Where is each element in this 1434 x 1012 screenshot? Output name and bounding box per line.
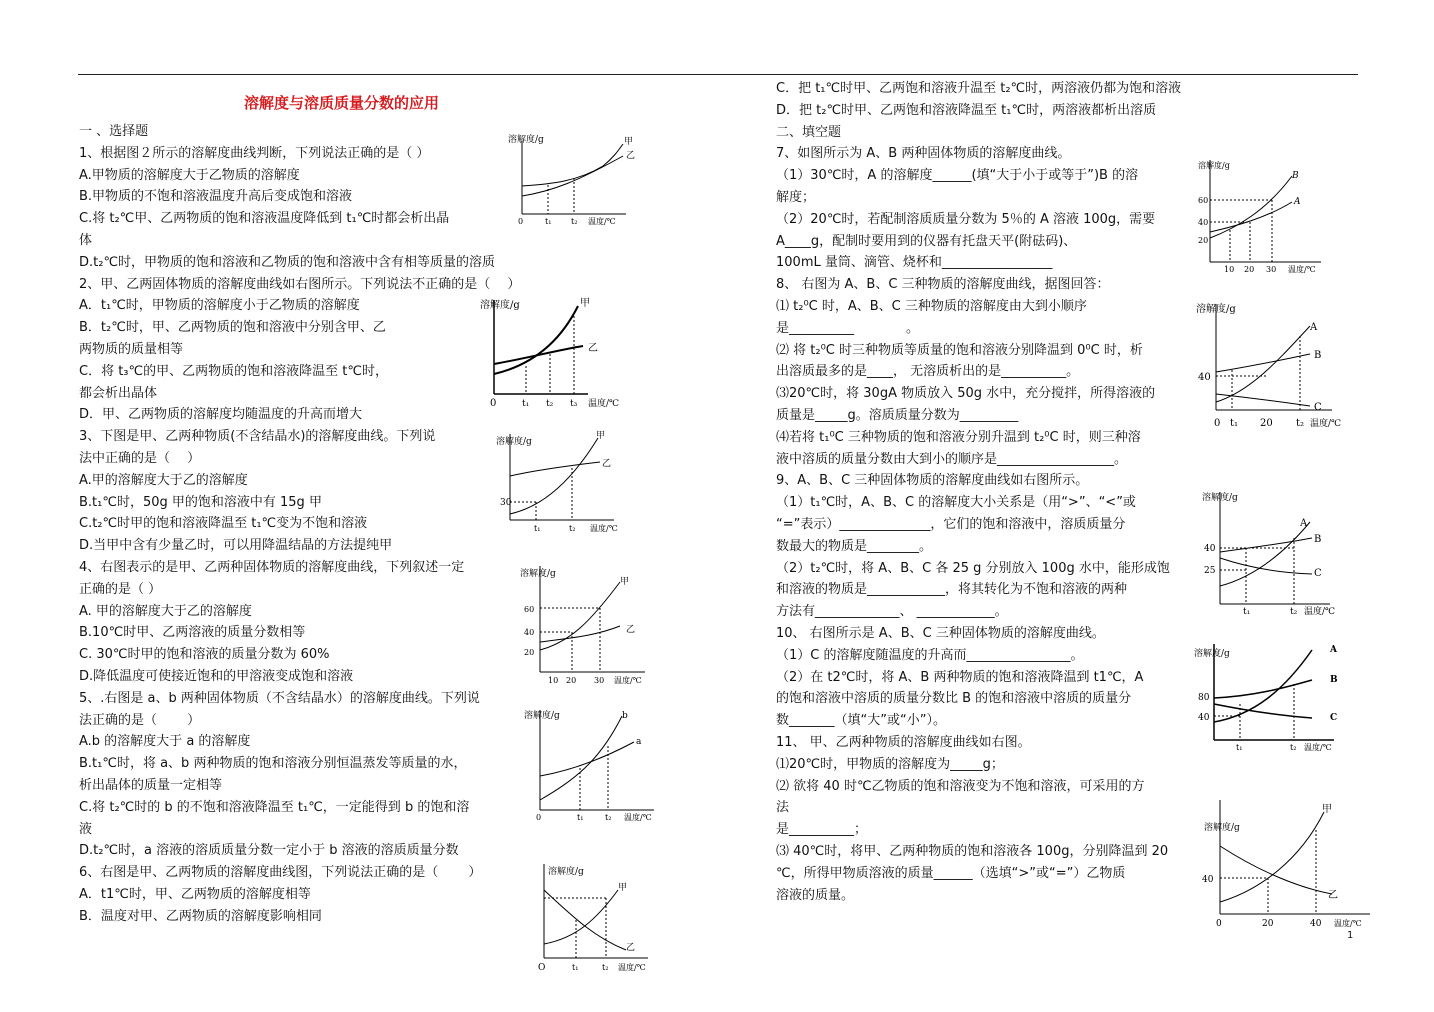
text-line: 3、下图是甲、乙两种物质(不含结晶水)的溶解度曲线。下列说	[79, 429, 436, 445]
text-line: C.t₂℃时甲的饱和溶液降温至 t₁℃变为不饱和溶液	[79, 516, 368, 532]
svg-text:t₂: t₂	[1296, 418, 1305, 429]
svg-text:溶解度/g: 溶解度/g	[1204, 823, 1240, 833]
text-line: （2）20℃时，若配制溶质质量分数为 5％的 A 溶液 100g，需要	[776, 211, 1156, 227]
svg-text:溶解度/g: 溶解度/g	[1194, 649, 1230, 659]
text-line: 二、填空题	[776, 124, 842, 140]
text-line: 两物质的质量相等	[79, 342, 184, 357]
svg-text:温度/℃: 温度/℃	[1288, 265, 1316, 274]
svg-text:溶解度/g: 溶解度/g	[524, 711, 560, 721]
svg-text:温度/℃: 温度/℃	[1310, 419, 1342, 429]
text-line: B.10℃时甲、乙两溶液的质量分数相等	[79, 625, 306, 641]
text-line: 出溶质最多的是____， 无溶质析出的是__________。	[776, 364, 1080, 380]
figure-q4	[520, 562, 660, 687]
svg-text:A: A	[1310, 322, 1318, 333]
svg-text:t₂: t₂	[569, 524, 576, 533]
svg-text:A: A	[1300, 518, 1308, 529]
text-line: 10、 右图所示是 A、B、C 三种固体物质的溶解度曲线。	[776, 626, 1105, 641]
svg-text:B: B	[1292, 171, 1299, 181]
svg-text:t₂: t₂	[546, 399, 554, 409]
svg-text:t₁: t₁	[1236, 743, 1243, 752]
text-line: A. 甲的溶解度大于乙的溶解度	[79, 603, 252, 619]
text-line: D.当甲中含有少量乙时，可以用降温结晶的方法提纯甲	[79, 538, 393, 554]
text-line: 正确的是（ ）	[79, 581, 162, 597]
svg-text:A: A	[1330, 645, 1337, 655]
svg-text:B: B	[1314, 350, 1322, 361]
text-line: ⑵ 将 t₂⁰C 时三种物质等质量的饱和溶液分别降温到 0⁰C 时，析	[776, 342, 1143, 358]
svg-text:30: 30	[1266, 265, 1277, 274]
text-line: （2）在 t2℃时，将 A、B 两种物质的饱和溶液降温到 t1℃，A	[776, 669, 1144, 685]
svg-text:40: 40	[524, 628, 535, 637]
text-line: B．温度对甲、乙两物质的溶解度影响相同	[79, 908, 322, 924]
text-line: ⑶20℃时，将 30gA 物质放入 50g 水中，充分搅拌，所得溶液的	[776, 386, 1156, 402]
svg-text:0: 0	[1216, 919, 1222, 929]
text-line: 都会析出晶体	[79, 385, 158, 401]
text-line: （1）30℃时，A 的溶解度______(填“大于小于或等于”)B 的溶	[776, 168, 1139, 184]
svg-text:t₁: t₁	[534, 524, 541, 533]
figure-q10	[1194, 640, 1354, 755]
svg-text:C: C	[1330, 713, 1338, 723]
svg-text:60: 60	[524, 605, 535, 614]
svg-text:10: 10	[548, 676, 559, 685]
text-line: B.t₁℃时，将 a、b 两种物质的饱和溶液分别恒温蒸发等质量的水，	[79, 756, 467, 772]
svg-text:溶解度/g: 溶解度/g	[480, 300, 520, 311]
text-line: 一 、选择题	[79, 124, 149, 139]
svg-text:乙: 乙	[626, 625, 636, 635]
svg-text:a: a	[636, 737, 642, 747]
svg-text:甲: 甲	[624, 137, 634, 147]
text-line: 液	[79, 821, 93, 837]
svg-text:温度/℃: 温度/℃	[590, 524, 618, 533]
text-line: A.甲的溶解度大于乙的溶解度	[79, 472, 248, 488]
page-number: 1	[1347, 930, 1354, 941]
svg-text:80: 80	[1198, 693, 1210, 703]
svg-text:溶解度/g: 溶解度/g	[1202, 493, 1238, 503]
text-line: 是__________ 。	[776, 320, 920, 336]
text-line: （2）t₂℃时，将 A、B、C 各 25 g 分别放入 100g 水中，能形成饱	[776, 560, 1170, 576]
text-line: C.将 t₂℃甲、乙两物质的饱和溶液温度降低到 t₁℃时都会析出晶	[79, 211, 450, 227]
svg-text:温度/℃: 温度/℃	[618, 963, 646, 972]
text-line: 5、.右图是 a、b 两种固体物质（不含结晶水）的溶解度曲线。下列说	[79, 690, 480, 706]
text-line: 析出晶体的质量一定相等	[79, 778, 223, 793]
text-line: 法中正确的是（ ）	[79, 451, 201, 466]
svg-text:B: B	[1314, 534, 1322, 545]
figure-q5	[524, 702, 674, 827]
svg-text:溶解度/g: 溶解度/g	[548, 867, 584, 877]
svg-text:溶解度/g: 溶解度/g	[508, 135, 544, 145]
text-line: 4、右图表示的是甲、乙两种固体物质的溶解度曲线，下列叙述一定	[79, 560, 465, 575]
svg-text:温度/℃: 温度/℃	[1334, 919, 1362, 928]
svg-text:乙: 乙	[588, 343, 598, 354]
text-line: C．将 t₃℃的甲、乙两物质的饱和溶液降温至 t℃时，	[79, 363, 388, 379]
svg-text:甲: 甲	[580, 298, 590, 309]
svg-text:甲: 甲	[618, 883, 628, 893]
svg-text:t₁: t₁	[577, 813, 584, 822]
text-line: 2、甲、乙两固体物质的溶解度曲线如右图所示。下列说法不正确的是（ ）	[79, 276, 521, 292]
svg-text:甲: 甲	[620, 577, 630, 587]
svg-text:溶解度/g: 溶解度/g	[1198, 161, 1230, 170]
svg-text:25: 25	[1204, 566, 1216, 576]
svg-text:20: 20	[1198, 236, 1209, 245]
svg-text:t₁: t₁	[1243, 607, 1251, 617]
svg-text:乙: 乙	[1328, 890, 1338, 901]
svg-text:O: O	[538, 963, 546, 973]
text-line: D.t₂℃时，a 溶液的溶质质量分数一定小于 b 溶液的溶质质量分数	[79, 843, 459, 859]
text-line: 体	[79, 233, 93, 248]
svg-text:40: 40	[1202, 875, 1214, 885]
svg-text:t₁: t₁	[545, 217, 552, 226]
svg-text:t₂: t₂	[571, 217, 578, 226]
figure-q2	[478, 296, 638, 411]
svg-text:40: 40	[1204, 544, 1216, 554]
svg-text:20: 20	[1244, 265, 1255, 274]
text-line: 6、右图是甲、乙两物质的溶解度曲线图，下列说法正确的是（ ）	[79, 865, 482, 881]
svg-text:40: 40	[1198, 372, 1211, 383]
text-line: ⑶ 40℃时，将甲、乙两种物质的饱和溶液各 100g，分别降温到 20	[776, 844, 1169, 859]
text-line: B.甲物质的不饱和溶液温度升高后变成饱和溶液	[79, 189, 353, 205]
svg-text:溶解度/g: 溶解度/g	[1196, 304, 1236, 315]
svg-text:乙: 乙	[626, 151, 636, 161]
svg-text:C: C	[1314, 402, 1322, 413]
svg-text:温度/℃: 温度/℃	[588, 399, 620, 409]
svg-text:t₂: t₂	[605, 813, 612, 822]
text-line: 1、根据图２所示的溶解度曲线判断，下列说法正确的是（ ）	[79, 145, 430, 161]
text-line: “=”表示）______________，它们的饱和溶液中，溶质质量分	[776, 517, 1126, 532]
text-line: D．甲、乙两物质的溶解度均随温度的升高而增大	[79, 407, 363, 423]
figure-q7	[1196, 156, 1336, 276]
svg-text:乙: 乙	[626, 943, 636, 953]
svg-text:温度/℃: 温度/℃	[1304, 607, 1336, 617]
svg-text:乙: 乙	[602, 459, 612, 469]
text-line: 溶液的质量。	[776, 887, 855, 903]
text-line: 数最大的物质是________。	[776, 538, 933, 554]
svg-text:B: B	[1330, 675, 1338, 685]
text-line: 解度；	[776, 190, 816, 205]
text-line: ⑴20℃时，甲物质的溶解度为_____g；	[776, 756, 1004, 772]
svg-text:溶解度/g: 溶解度/g	[520, 569, 556, 579]
text-line: 法	[776, 800, 790, 816]
text-line: C.将 t₂℃时的 b 的不饱和溶液降温至 t₁℃，一定能得到 b 的饱和溶	[79, 799, 470, 815]
svg-text:C: C	[1314, 568, 1322, 579]
svg-text:30: 30	[594, 676, 605, 685]
svg-text:20: 20	[1262, 919, 1274, 929]
svg-text:0: 0	[518, 217, 524, 226]
text-line: A.甲物质的溶解度大于乙物质的溶解度	[79, 167, 300, 183]
text-line: D．把 t₂℃时甲、乙两饱和溶液降温至 t₁℃时，两溶液都析出溶质	[776, 102, 1157, 118]
text-line: ⑴ t₂⁰C 时，A、B、C 三种物质的溶解度由大到小顺序	[776, 299, 1087, 314]
figure-q3	[496, 430, 646, 540]
svg-text:40: 40	[1198, 218, 1209, 227]
text-line: 液中溶质的质量分数由大到小的顺序是__________________。	[776, 451, 1128, 467]
text-line: 质量是_____g。溶质质量分数为_________	[776, 408, 1019, 423]
text-line: 和溶液的物质是____________，将其转化为不饱和溶液的两种	[776, 582, 1128, 598]
text-line: B.t₁℃时，50g 甲的饱和溶液中有 15g 甲	[79, 494, 322, 510]
figure-q1	[508, 136, 638, 231]
svg-text:甲: 甲	[1322, 804, 1332, 815]
svg-text:甲: 甲	[596, 431, 606, 441]
svg-text:10: 10	[1224, 265, 1235, 274]
text-line: ⑵ 欲将 40 时℃乙物质的饱和溶液变为不饱和溶液，可采用的方	[776, 778, 1145, 794]
text-line: 100mL 量筒、滴管、烧杯和_________________	[776, 255, 1053, 271]
svg-text:20: 20	[1260, 418, 1273, 429]
text-line: 的饱和溶液中溶质的质量分数比 B 的饱和溶液中溶质的质量分	[776, 691, 1132, 707]
svg-text:t₁: t₁	[522, 399, 530, 409]
text-line: ⑷若将 t₁⁰C 三种物质的饱和溶液分别升温到 t₂⁰C 时，则三种溶	[776, 429, 1141, 445]
svg-text:b: b	[622, 711, 628, 721]
svg-text:0: 0	[490, 398, 497, 409]
svg-text:40: 40	[1310, 919, 1322, 929]
svg-text:20: 20	[566, 676, 577, 685]
svg-text:溶解度/g: 溶解度/g	[496, 437, 532, 447]
figure-q8	[1192, 296, 1352, 431]
text-line: A．t₁℃时，甲物质的溶解度小于乙物质的溶解度	[79, 298, 360, 314]
svg-text:0: 0	[1214, 418, 1221, 429]
svg-text:温度/℃: 温度/℃	[624, 813, 652, 822]
text-line: ℃，所得甲物质溶液的质量______（选填“>”或“=”）乙物质	[776, 865, 1126, 881]
text-line: （1）C 的溶解度随温度的升高而________________。	[776, 647, 1084, 663]
figure-q11	[1200, 790, 1380, 930]
svg-text:t₂: t₂	[1290, 607, 1298, 617]
text-line: 法正确的是（ ）	[79, 712, 201, 728]
text-line: 8、 右图为 A、B、C 三种物质的溶解度曲线，据图回答：	[776, 277, 1110, 293]
svg-text:40: 40	[1198, 713, 1210, 723]
figure-q6	[536, 860, 666, 975]
svg-text:温度/℃: 温度/℃	[614, 676, 642, 685]
text-line: A.b 的溶解度大于 a 的溶解度	[79, 734, 251, 750]
text-line: 11、 甲、乙两种物质的溶解度曲线如右图。	[776, 735, 1031, 750]
text-line: C. 30℃时甲的饱和溶液的质量分数为 60%	[79, 647, 330, 663]
header-rule	[78, 74, 1358, 75]
svg-text:20: 20	[524, 648, 535, 657]
svg-text:60: 60	[1198, 196, 1209, 205]
svg-text:t₁: t₁	[572, 963, 579, 972]
svg-text:A: A	[1294, 197, 1301, 207]
svg-text:t₂: t₂	[1290, 743, 1297, 752]
figure-q9	[1200, 488, 1350, 618]
svg-text:t₃: t₃	[570, 399, 578, 409]
svg-text:30: 30	[500, 498, 512, 508]
text-line: 是__________；	[776, 822, 868, 838]
text-line: 9、A、B、C 三种固体物质的溶解度曲线如右图所示。	[776, 473, 1089, 489]
page-title: 溶解度与溶质质量分数的应用	[244, 94, 440, 112]
text-line: B．t₂℃时，甲、乙两物质的饱和溶液中分别含甲、乙	[79, 320, 386, 336]
svg-text:t₁: t₁	[1230, 418, 1239, 429]
svg-text:温度/℃: 温度/℃	[588, 217, 616, 226]
text-line: 方法有_____________、 ____________。	[776, 604, 1008, 620]
text-line: A____g，配制时要用到的仪器有托盘天平(附砝码)、	[776, 233, 1077, 249]
text-line: D.t₂℃时，甲物质的饱和溶液和乙物质的饱和溶液中含有相等质量的溶质	[79, 254, 496, 270]
svg-text:温度/℃: 温度/℃	[1304, 743, 1332, 752]
svg-text:t₂: t₂	[602, 963, 609, 972]
text-line: D.降低温度可使接近饱和的甲溶液变成饱和溶液	[79, 669, 354, 684]
text-line: C．把 t₁℃时甲、乙两饱和溶液升温至 t₂℃时，两溶液仍都为饱和溶液	[776, 81, 1182, 96]
text-line: （1）t₁℃时，A、B、C 的溶解度大小关系是（用“>”、“<”或	[776, 495, 1136, 511]
text-line: 7、如图所示为 A、B 两种固体物质的溶解度曲线。	[776, 146, 1071, 162]
text-line: A．t1℃时，甲、乙两物质的溶解度相等	[79, 887, 311, 902]
text-line: 数_______（填“大”或“小”）。	[776, 713, 946, 729]
svg-text:0: 0	[536, 813, 542, 822]
